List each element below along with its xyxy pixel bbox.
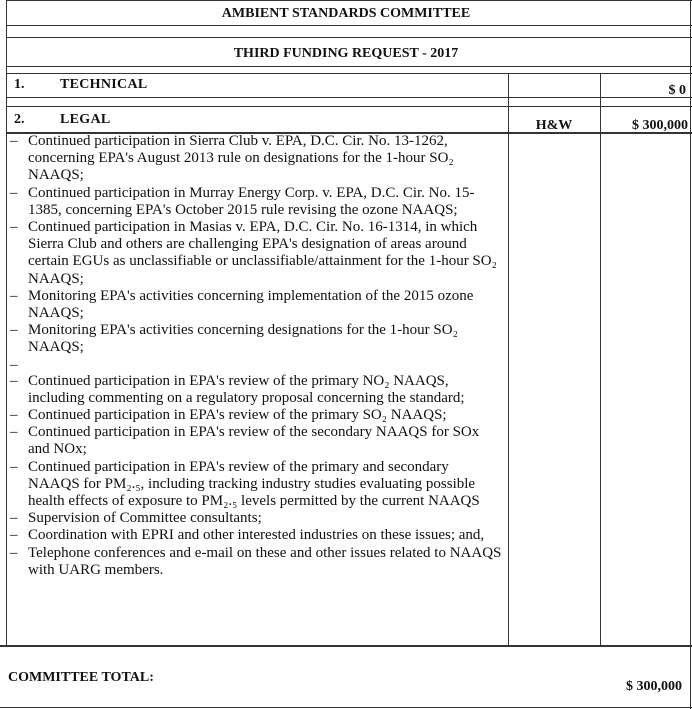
- list-item: [6, 424, 504, 458]
- dash-bullet: –: [10, 287, 18, 304]
- bottom-rule: [0, 707, 692, 708]
- list-item-text: Continued participation in EPA's review of the primary NO₂ NAAQS, including commenting on a regulatory proposal concerning the standard;: [28, 372, 465, 406]
- dash-bullet: –: [10, 322, 18, 339]
- list-item: [6, 510, 504, 527]
- dash-bullet: –: [10, 133, 18, 149]
- dash-bullet: –: [10, 372, 18, 389]
- dash-bullet: –: [10, 510, 18, 527]
- column-divider-1: [508, 73, 509, 645]
- list-item-text: Continued participation in Sierra Club v. EPA, D.C. Cir. No. 13-1262, concerning EPA's August 2013 rule on designations for the 1-hour SO₂ NAAQS;: [28, 133, 454, 184]
- dash-bullet: –: [10, 527, 18, 544]
- list-item: [6, 527, 504, 544]
- section1-number: 1.: [14, 77, 25, 92]
- list-item-text: Supervision of Committee consultants;: [28, 510, 262, 527]
- list-item: [6, 459, 504, 511]
- dash-bullet: –: [10, 356, 18, 373]
- section1-top-rule: [6, 73, 692, 74]
- committee-title: AMBIENT STANDARDS COMMITTEE: [221, 6, 471, 21]
- list-item-text: Continued participation in EPA's review of the secondary NAAQS for SOx and NOx;: [28, 424, 480, 458]
- committee-total-label: COMMITTEE TOTAL:: [8, 670, 154, 685]
- list-item-text: Monitoring EPA's activities concerning implementation of the 2015 ozone NAAQS;: [28, 287, 474, 322]
- header-rule-2: [6, 37, 692, 38]
- top-border: [6, 0, 692, 1]
- dash-bullet: –: [10, 424, 18, 441]
- section2-top-rule: [6, 106, 692, 107]
- legal-items-list: [6, 133, 504, 579]
- list-item: [6, 288, 504, 322]
- section1-title: TECHNICAL: [60, 77, 148, 92]
- dash-bullet: –: [10, 184, 18, 201]
- column-divider-2: [600, 73, 601, 645]
- header-rule-3: [6, 66, 692, 67]
- list-item-empty: [6, 357, 504, 373]
- section2-number: 2.: [14, 112, 25, 127]
- list-item-text: Continued participation in Murray Energy Corp. v. EPA, D.C. Cir. No. 15-1385, concerning EPA's October 2015 rule revising the ozone NAAQS;: [28, 184, 475, 218]
- list-item: [6, 545, 504, 579]
- section1-amount: $ 0: [668, 83, 686, 98]
- total-top-rule: [0, 645, 692, 647]
- list-item: [6, 322, 504, 356]
- header-rule-1: [6, 25, 692, 26]
- section1-bottom-rule: [6, 97, 692, 98]
- list-item: [6, 407, 504, 424]
- right-border: [690, 0, 691, 709]
- dash-bullet: –: [10, 544, 18, 561]
- dash-bullet: –: [10, 219, 18, 236]
- list-item-text: Continued participation in EPA's review of the primary SO₂ NAAQS;: [28, 407, 447, 424]
- dash-bullet: –: [10, 407, 18, 424]
- section2-title: LEGAL: [60, 112, 111, 127]
- section2-amount: $ 300,000: [632, 118, 688, 133]
- list-item: [6, 133, 504, 185]
- section2-code: H&W: [535, 118, 573, 133]
- list-item-text: Coordination with EPRI and other interested industries on these issues; and,: [28, 527, 485, 544]
- list-item-text: Continued participation in EPA's review of the primary and secondary NAAQS for PM₂.₅, including tracking industry studies evaluating possible health effects of exposure to PM₂.₅ levels permitted by the current NAAQS: [28, 458, 480, 510]
- list-item-text: Monitoring EPA's activities concerning designations for the 1-hour SO₂ NAAQS;: [28, 322, 458, 356]
- list-item: [6, 219, 504, 288]
- funding-request-title: THIRD FUNDING REQUEST - 2017: [233, 46, 459, 61]
- list-item: [6, 373, 504, 407]
- list-item: [6, 185, 504, 219]
- list-item-text: Telephone conferences and e-mail on these and other issues related to NAAQS with UARG members.: [28, 544, 502, 578]
- list-item-text: Continued participation in Masias v. EPA, D.C. Cir. No. 16-1314, in which Sierra Club and others are challenging EPA's designation of areas around certain EGUs as unclassifiable or unclassifiable/attainment for the 1-hour SO₂ NAAQS;: [28, 219, 497, 287]
- committee-total-amount: $ 300,000: [626, 679, 682, 694]
- dash-bullet: –: [10, 458, 18, 475]
